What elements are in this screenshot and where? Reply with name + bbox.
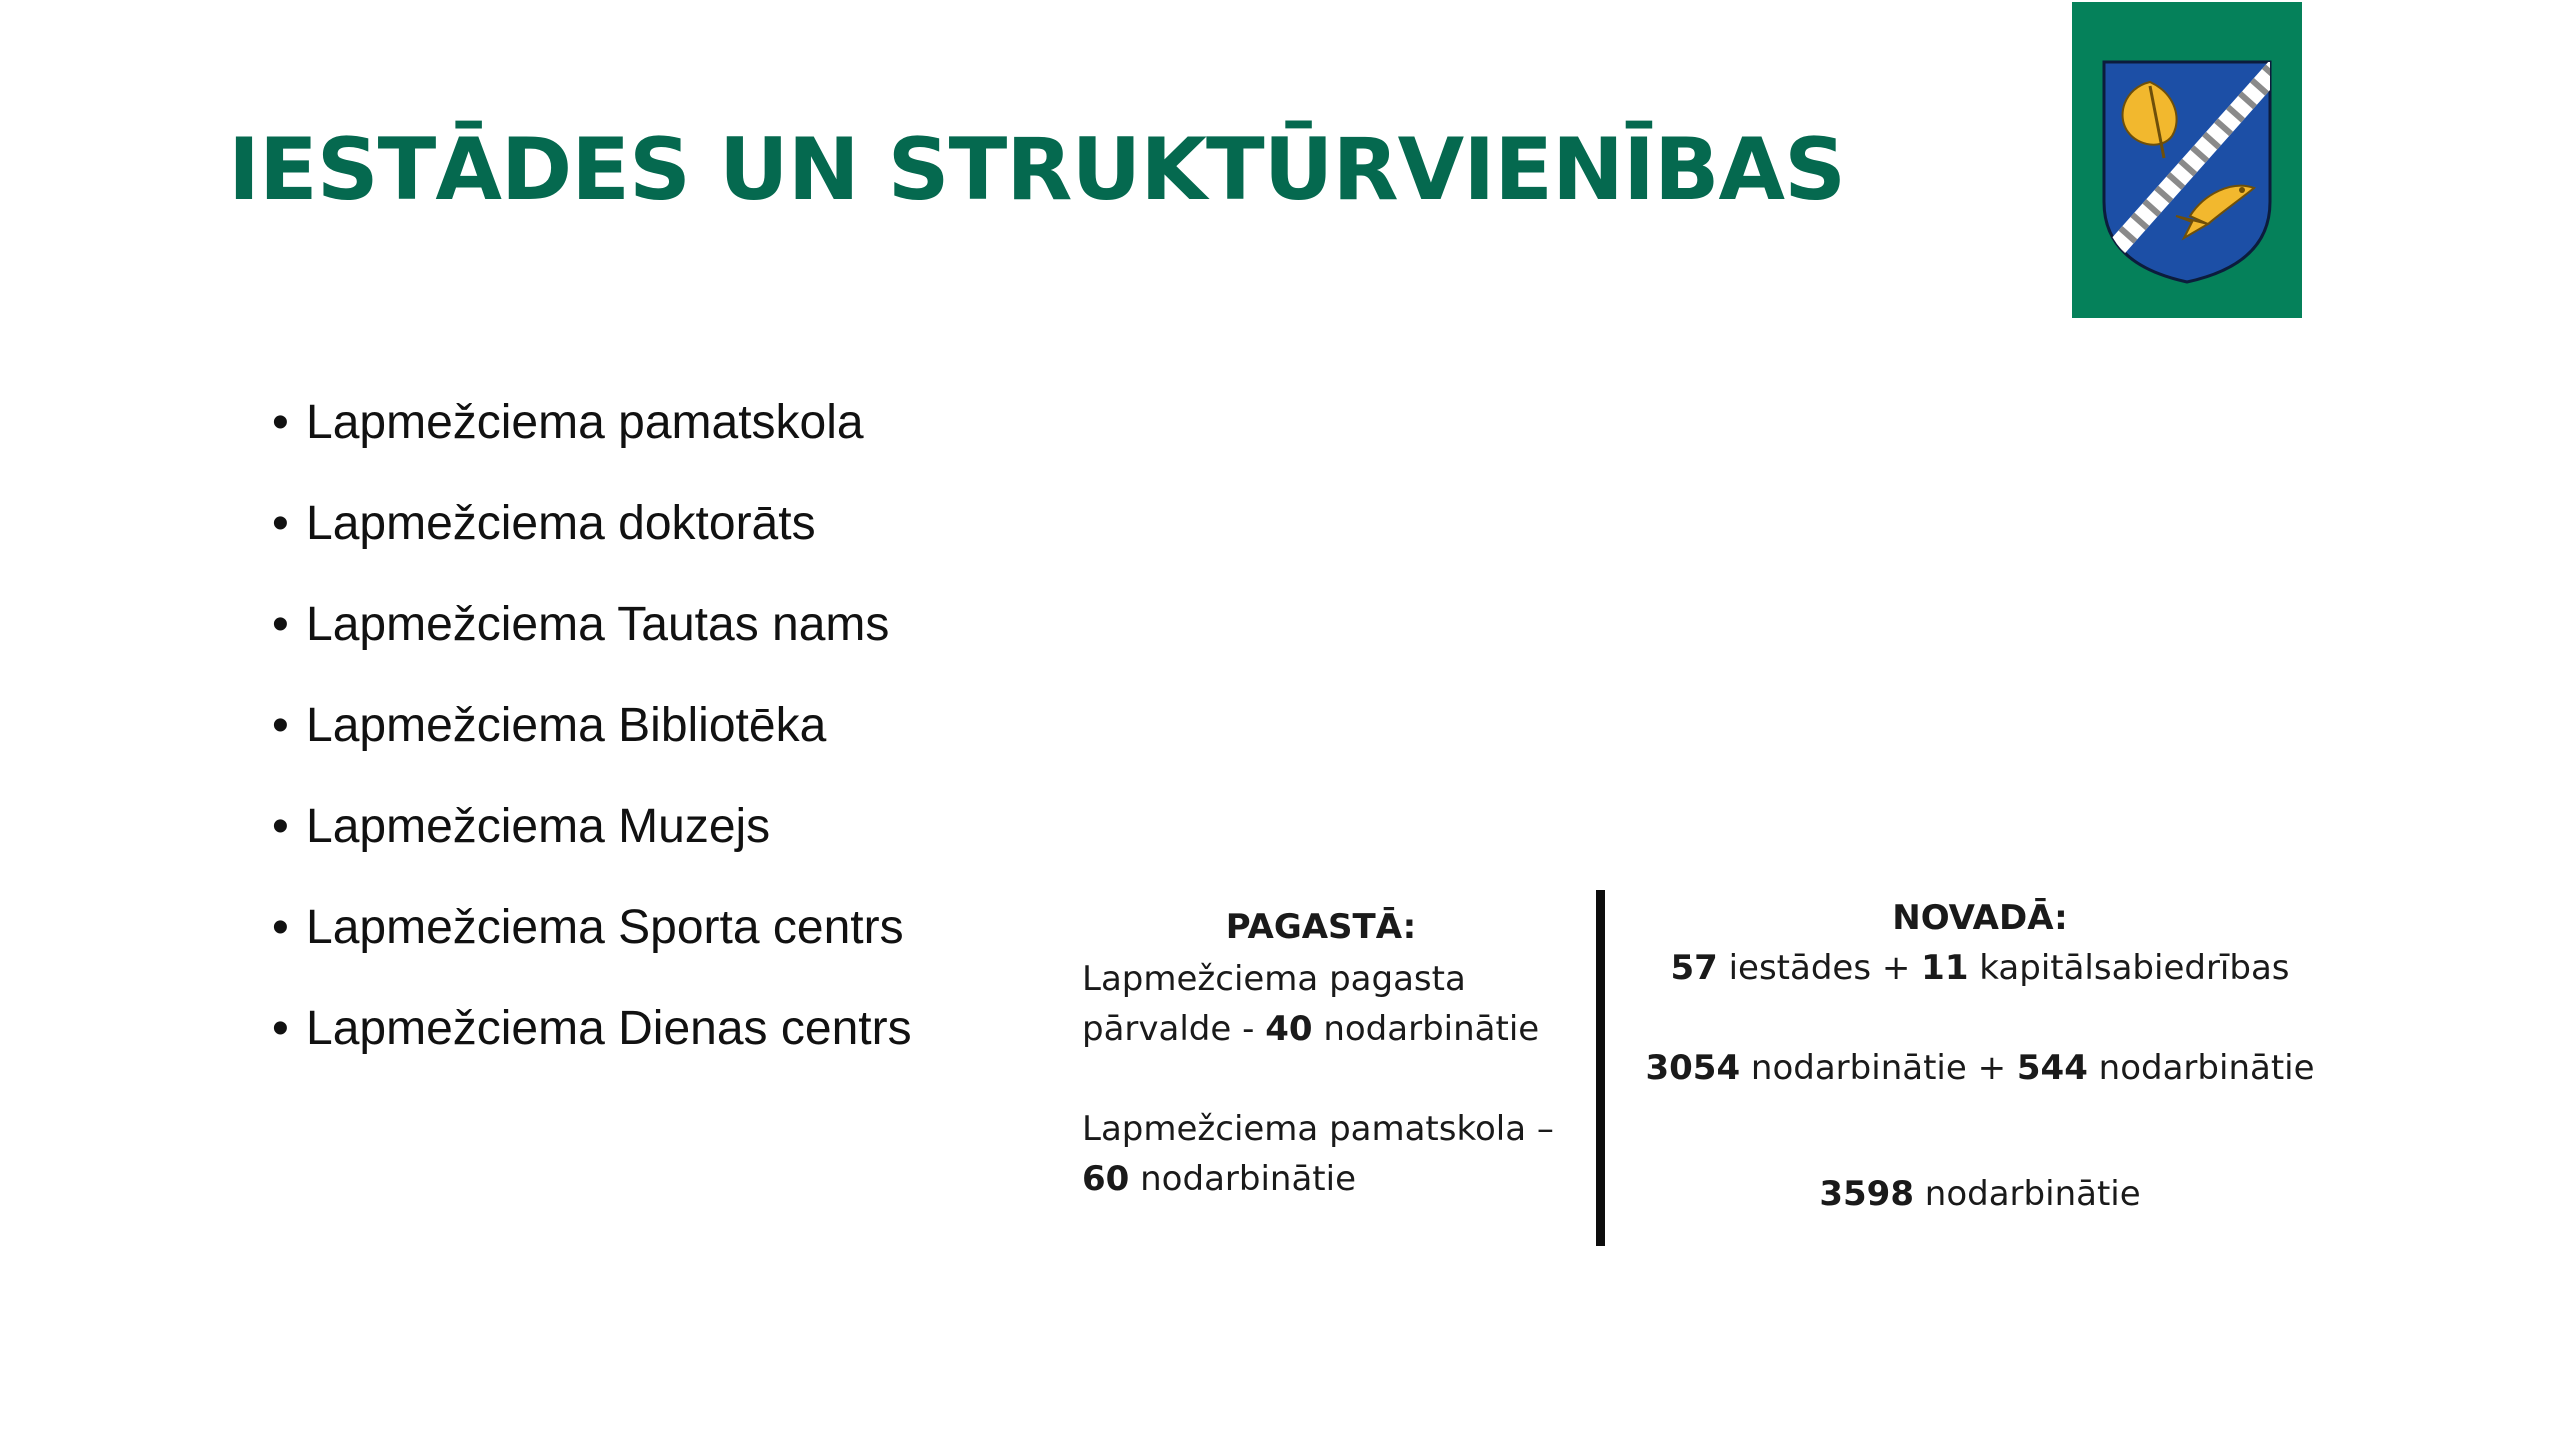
parish-school-text xyxy=(1082,1104,1582,1204)
list-item xyxy=(272,574,912,675)
parish-stats xyxy=(1082,902,1582,1204)
county-employees-b: 544 xyxy=(2016,1048,2088,1088)
list-item xyxy=(272,675,912,776)
county-companies-label: kapitālsabiedrības xyxy=(1968,948,2290,988)
county-heading: NOVADĀ: xyxy=(1892,898,2068,938)
bullet-marker: • xyxy=(272,800,289,853)
list-item-text: Lapmežciema pamatskola xyxy=(306,396,864,449)
county-institutions-count: 57 xyxy=(1670,948,1718,988)
bullet-marker: • xyxy=(272,396,289,449)
bullet-marker: • xyxy=(272,497,289,550)
list-item-text: Lapmežciema Sporta centrs xyxy=(306,901,904,954)
parish-admin-text xyxy=(1082,954,1582,1054)
county-institutions-line xyxy=(1640,943,2320,993)
parish-admin-count: 40 xyxy=(1265,1009,1313,1049)
list-item xyxy=(272,776,912,877)
bullet-marker: • xyxy=(272,1002,289,1055)
county-employees-a-label: nodarbinātie + xyxy=(1740,1048,2017,1088)
section-divider xyxy=(1596,890,1605,1246)
list-item xyxy=(272,978,912,1079)
county-employees-total-label: nodarbinātie xyxy=(1913,1174,2141,1214)
bullet-marker: • xyxy=(272,598,289,651)
list-item-text: Lapmežciema Muzejs xyxy=(306,800,771,853)
parish-heading: PAGASTĀ: xyxy=(1225,907,1417,947)
parish-admin-line-2: pārvalde - xyxy=(1082,1009,1266,1049)
county-institutions-label: iestādes + xyxy=(1717,948,1922,988)
bullet-marker: • xyxy=(272,699,289,752)
county-stats xyxy=(1640,893,2320,1219)
list-item-text: Lapmežciema Tautas nams xyxy=(306,598,890,651)
county-employees-a: 3054 xyxy=(1645,1048,1741,1088)
parish-school-line: Lapmežciema pamatskola – xyxy=(1082,1109,1554,1149)
parish-admin-suffix: nodarbinātie xyxy=(1312,1009,1540,1049)
parish-school-count: 60 xyxy=(1082,1159,1130,1199)
parish-admin-line-1: Lapmežciema pagasta xyxy=(1082,959,1466,999)
list-item xyxy=(272,877,912,978)
list-item xyxy=(272,473,912,574)
list-item-text: Lapmežciema doktorāts xyxy=(306,497,816,550)
county-employees-line xyxy=(1640,1043,2320,1093)
county-total-line xyxy=(1640,1169,2320,1219)
county-employees-b-label: nodarbinātie xyxy=(2087,1048,2315,1088)
bullet-marker: • xyxy=(272,901,289,954)
list-item-text: Lapmežciema Dienas centrs xyxy=(306,1002,912,1055)
county-employees-total: 3598 xyxy=(1819,1174,1914,1214)
slide-title: IESTĀDES UN STRUKTŪRVIENĪBAS xyxy=(228,120,1846,220)
coat-of-arms-icon xyxy=(2072,2,2302,318)
county-companies-count: 11 xyxy=(1921,948,1969,988)
list-item-text: Lapmežciema Bibliotēka xyxy=(306,699,827,752)
parish-school-suffix: nodarbinātie xyxy=(1129,1159,1356,1199)
list-item xyxy=(272,372,912,473)
institution-list xyxy=(272,372,912,1079)
